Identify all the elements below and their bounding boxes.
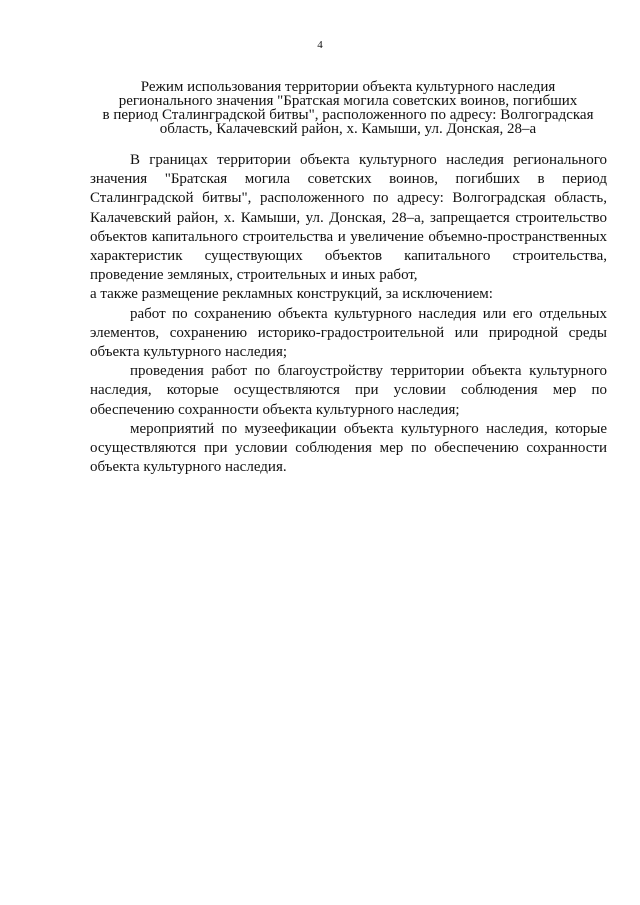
- title-line: регионального значения "Братская могила советских воинов, погибших: [118, 93, 578, 109]
- document-body: [90, 151, 607, 477]
- paragraph-exception-landscaping: проведения работ по благоустройству территории объекта культурного наследия, которые осуществляются при условии соблюдения мер по обеспечению сохранности объекта культурного наследия;: [90, 363, 607, 418]
- paragraph-prohibition: В границах территории объекта культурного наследия регионального значения "Братская могила советских воинов, погибших в период Сталинградской битвы", расположенного по адресу: Волгоградская область, Калачевский район, х. Камыши, ул. Донская, 28–а, запрещается строительство объектов капитального строительства и увеличение объемно-пространственных характеристик существующих объектов капитального строительства, проведение земляных, строительных и иных работ,: [90, 152, 607, 284]
- paragraph-exception-museumification: мероприятий по музеефикации объекта культурного наследия, которые осуществляются при условии соблюдения мер по обеспечению сохранности объекта культурного наследия.: [90, 420, 607, 476]
- title-line: область, Калачевский район, х. Камыши, ул. Донская, 28–а: [159, 121, 537, 137]
- title-line: Режим использования территории объекта культурного наследия: [140, 79, 556, 95]
- page-number: 4: [317, 39, 323, 51]
- document-title: [90, 80, 606, 136]
- paragraph-exceptions-intro: а также размещение рекламных конструкций, за исключением:: [90, 286, 493, 303]
- title-line: в период Сталинградской битвы", расположенного по адресу: Волгоградская: [102, 107, 594, 123]
- paragraph-exception-preservation: работ по сохранению объекта культурного наследия или его отдельных элементов, сохранению историко-градостроительной или природной среды объекта культурного наследия;: [90, 305, 607, 361]
